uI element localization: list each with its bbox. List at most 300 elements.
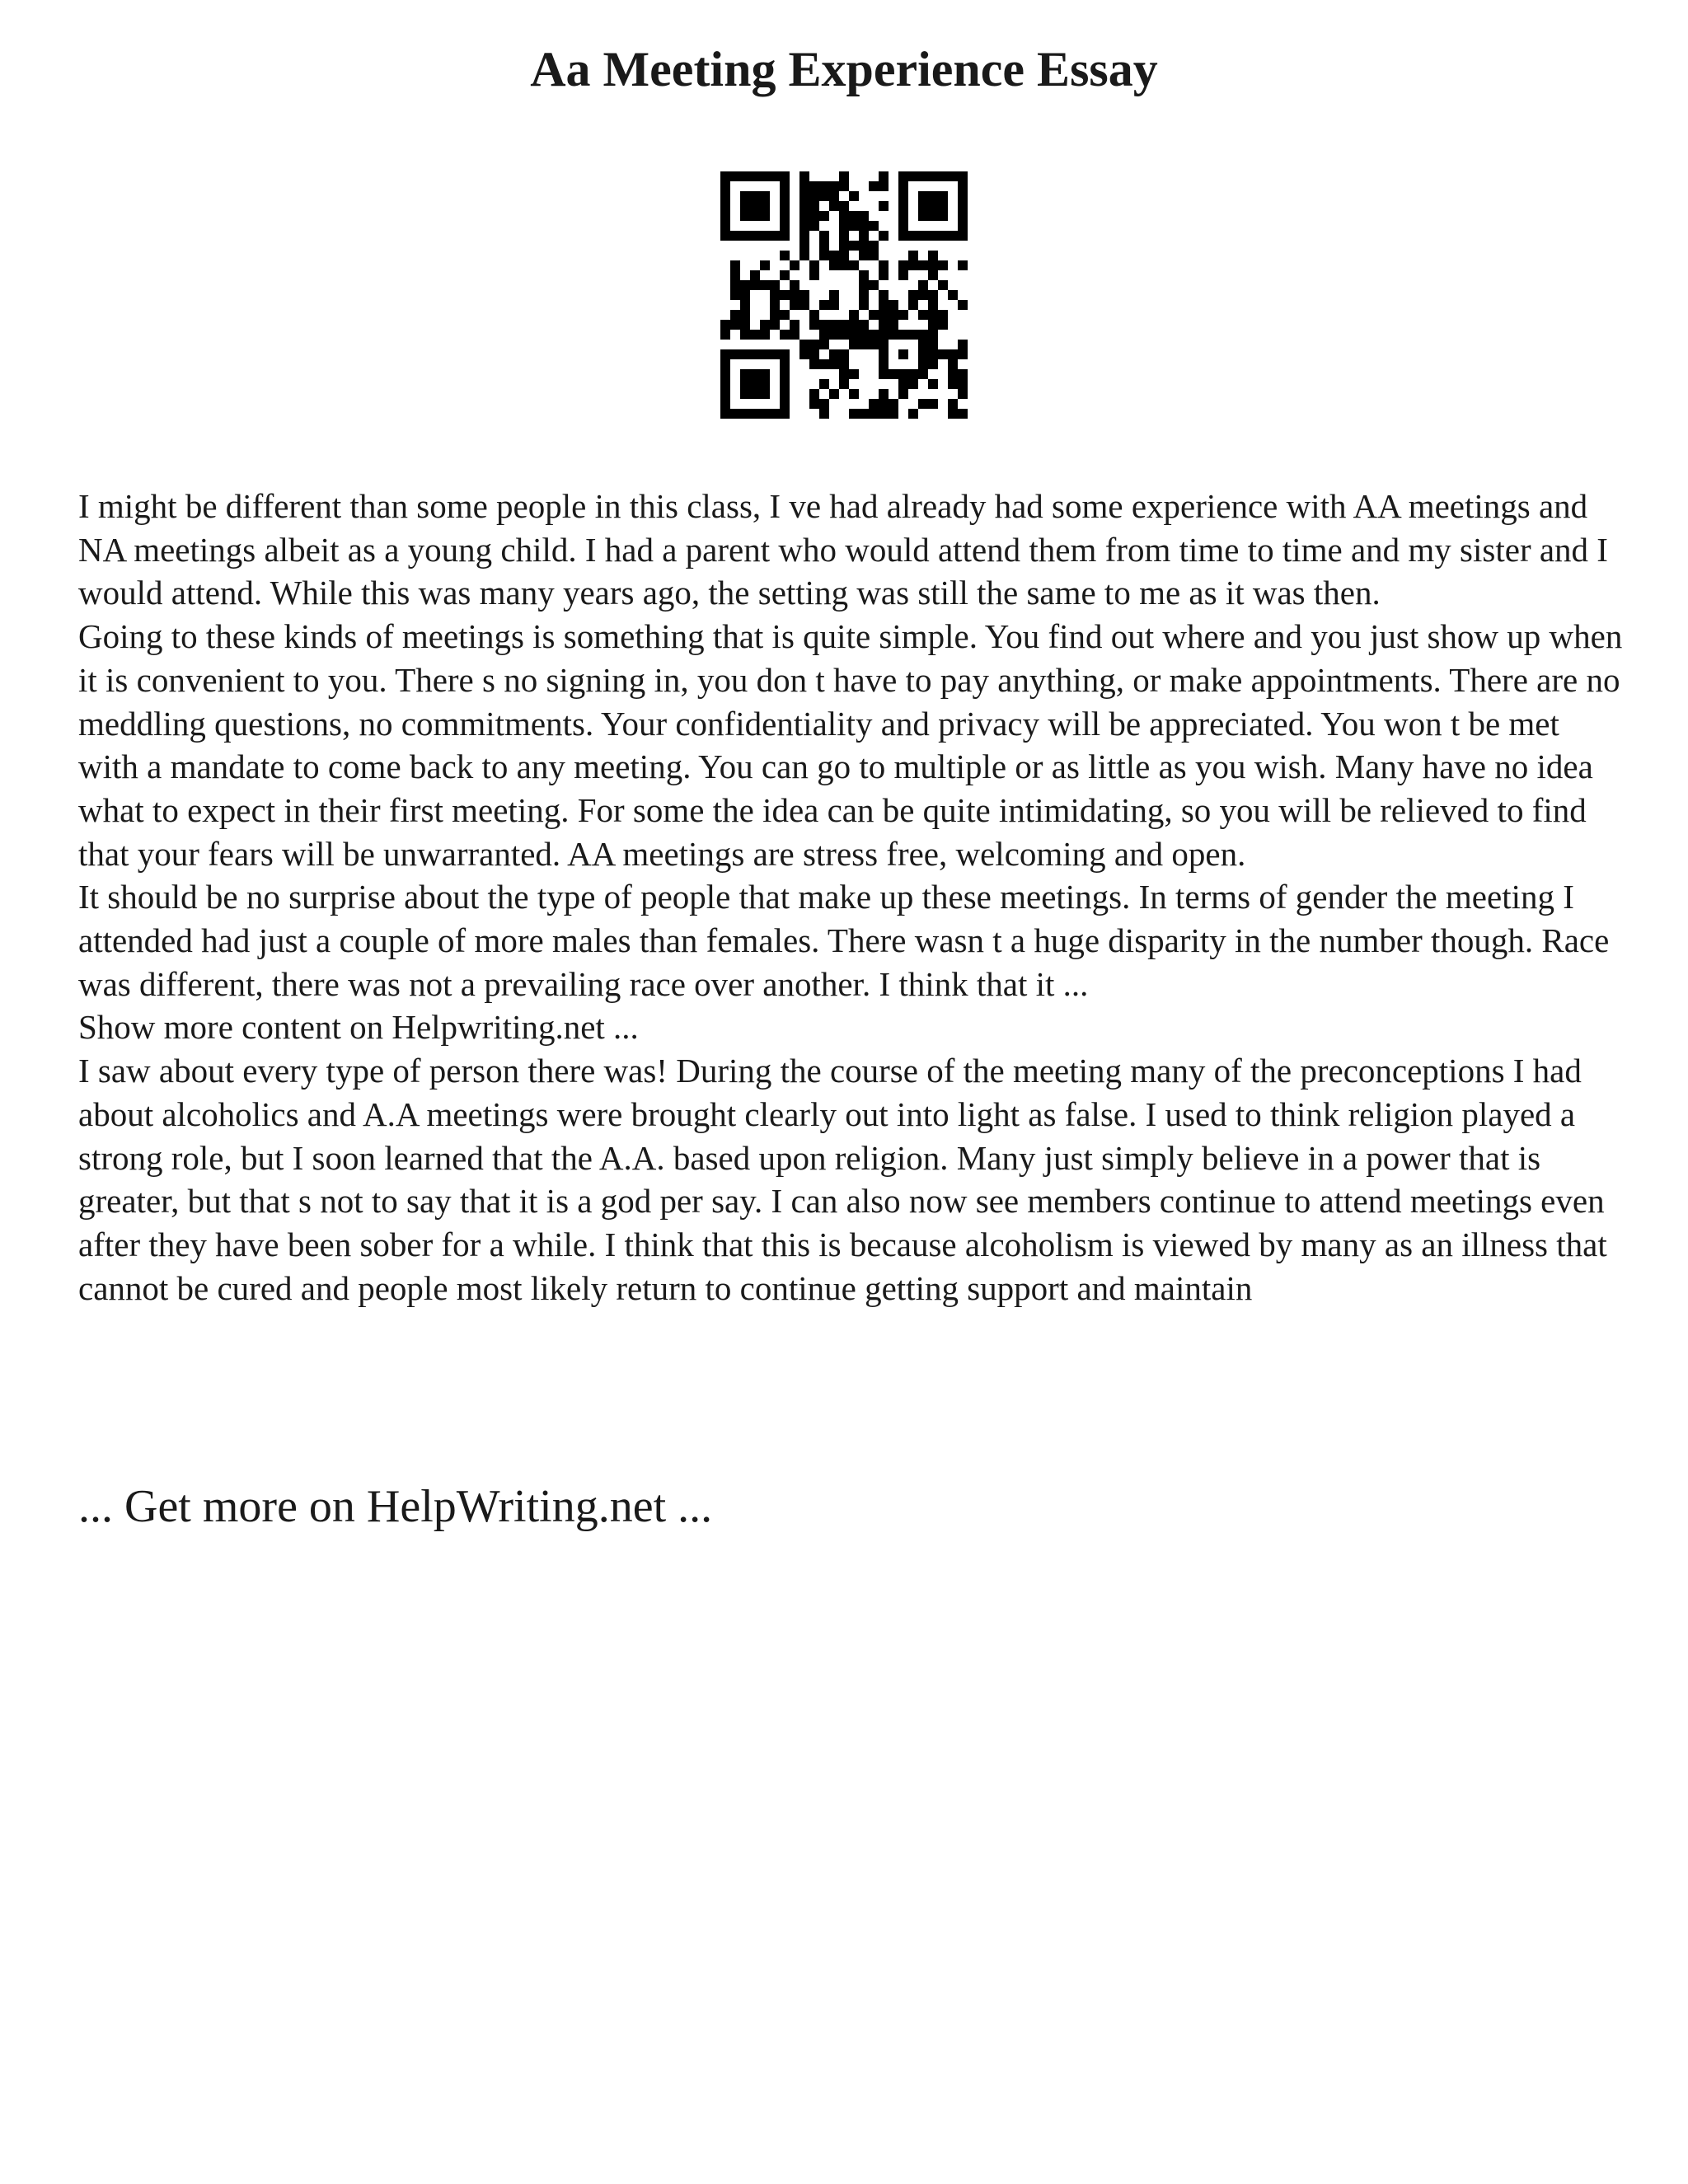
qr-module [918,231,928,241]
qr-module [889,300,898,310]
qr-module [819,330,829,340]
qr-module [889,310,898,320]
qr-module [760,389,770,399]
qr-module [839,251,849,260]
qr-module [730,260,740,270]
qr-module [799,349,809,359]
qr-module [869,340,879,349]
qr-module [780,379,790,389]
qr-module [819,359,829,369]
qr-module [720,320,730,330]
qr-module [720,201,730,211]
qr-module [948,399,958,409]
qr-module [799,221,809,231]
qr-module [799,171,809,181]
qr-module [819,300,829,310]
qr-module [829,181,839,191]
qr-module [869,241,879,251]
qr-module [760,330,770,340]
qr-module [958,369,968,379]
qr-module [908,231,918,241]
qr-module [928,310,938,320]
qr-module [879,310,889,320]
qr-module [839,211,849,221]
qr-module [809,389,819,399]
qr-module [760,280,770,290]
qr-module [780,349,790,359]
qr-module [849,409,859,419]
qr-module [958,231,968,241]
qr-module [879,231,889,241]
qr-module [730,280,740,290]
qr-module [918,310,928,320]
qr-module [799,231,809,241]
qr-module [859,221,869,231]
qr-module [720,369,730,379]
document-title: Aa Meeting Experience Essay [530,42,1158,96]
get-more-link[interactable]: ... Get more on HelpWriting.net ... [78,1481,713,1532]
qr-module [898,231,908,241]
qr-module [799,181,809,191]
qr-module [849,211,859,221]
qr-module [799,340,809,349]
qr-module [750,330,760,340]
qr-module [750,231,760,241]
qr-module [928,211,938,221]
qr-module [869,330,879,340]
qr-module [948,349,958,359]
qr-module [879,260,889,270]
qr-module [740,171,750,181]
qr-module [809,399,819,409]
qr-module [760,191,770,201]
qr-module [898,181,908,191]
qr-module [879,201,889,211]
qr-module [948,359,958,369]
qr-module [730,320,740,330]
qr-module [720,171,730,181]
qr-module [849,191,859,201]
qr-module [898,349,908,359]
qr-module [799,290,809,300]
qr-module [839,201,849,211]
qr-module [908,251,918,260]
qr-module [760,409,770,419]
qr-module [849,369,859,379]
qr-module [928,191,938,201]
qr-module [750,171,760,181]
qr-module [928,320,938,330]
qr-module [799,300,809,310]
qr-module [879,399,889,409]
qr-module [740,231,750,241]
qr-module [760,369,770,379]
qr-module [958,181,968,191]
qr-module [938,171,948,181]
qr-module [898,379,908,389]
qr-module [780,221,790,231]
qr-module [740,379,750,389]
qr-module [730,231,740,241]
qr-module [790,300,799,310]
qr-module [809,201,819,211]
qr-module [819,241,829,251]
qr-module [740,300,750,310]
qr-module [928,231,938,241]
qr-module [948,409,958,419]
qr-module [869,251,879,260]
qr-module [839,260,849,270]
qr-module [730,310,740,320]
qr-module [760,211,770,221]
qr-module [780,211,790,221]
qr-module [809,260,819,270]
qr-module [740,211,750,221]
qr-module [839,330,849,340]
qr-module [839,241,849,251]
qr-module [879,171,889,181]
qr-module [879,300,889,310]
qr-module [829,290,839,300]
qr-module [928,260,938,270]
qr-module [859,330,869,340]
qr-module [908,409,918,419]
qr-code-icon [720,171,968,419]
qr-module [720,349,730,359]
qr-module [750,369,760,379]
qr-module [819,181,829,191]
qr-module [889,320,898,330]
qr-module [938,201,948,211]
qr-module [918,191,928,201]
qr-module [819,320,829,330]
qr-module [730,349,740,359]
qr-module [908,300,918,310]
qr-module [908,379,918,389]
qr-module [770,280,780,290]
qr-module [829,349,839,359]
qr-module [928,251,938,260]
qr-module [928,300,938,310]
qr-module [780,290,790,300]
qr-module [780,270,790,280]
qr-module [908,330,918,340]
qr-module [770,310,780,320]
qr-module [740,330,750,340]
qr-module [780,369,790,379]
qr-module [869,181,879,191]
qr-module [809,221,819,231]
qr-module [938,280,948,290]
qr-module [819,399,829,409]
qr-module [859,270,869,280]
qr-module [740,349,750,359]
qr-module [908,260,918,270]
qr-module [859,211,869,221]
qr-module [879,369,889,379]
qr-module [849,221,859,231]
qr-module [938,211,948,221]
qr-module [898,201,908,211]
qr-module [948,379,958,389]
qr-module [809,340,819,349]
qr-module [740,389,750,399]
qr-module [760,320,770,330]
qr-module [879,290,889,300]
qr-module [918,399,928,409]
qr-module [809,191,819,201]
qr-module [760,171,770,181]
qr-module [879,320,889,330]
show-more-line: Show more content on Helpwriting.net ... [78,1008,639,1047]
qr-module [839,379,849,389]
qr-module [849,389,859,399]
qr-module [780,310,790,320]
qr-module [720,359,730,369]
qr-module [958,349,968,359]
qr-module [720,330,730,340]
qr-module [958,171,968,181]
paragraph-3: It should be no surprise about the type of people that make up these meetings. In terms of gender the meeting I attended had just a couple of more males than females. There wasn t a huge disparity in the number though. Race was different, there was not a prevailing race over another. I think that it ... [78,878,1610,1003]
qr-module [770,300,780,310]
qr-module [780,399,790,409]
qr-module [879,409,889,419]
qr-module [740,280,750,290]
qr-module [938,320,948,330]
qr-module [908,171,918,181]
qr-module [780,330,790,340]
qr-module [879,359,889,369]
qr-module [898,389,908,399]
qr-module [839,359,849,369]
qr-module [859,280,869,290]
qr-module [790,330,799,340]
qr-module [898,211,908,221]
qr-module [918,290,928,300]
qr-module [829,320,839,330]
qr-module [879,181,889,191]
qr-module [780,409,790,419]
qr-module [730,171,740,181]
qr-module [829,260,839,270]
qr-module [760,201,770,211]
qr-module [918,171,928,181]
qr-module [918,349,928,359]
qr-module [869,399,879,409]
qr-module [918,260,928,270]
qr-module [829,251,839,260]
qr-module [720,409,730,419]
qr-module [799,201,809,211]
qr-module [770,231,780,241]
qr-module [898,369,908,379]
qr-module [809,310,819,320]
qr-module [809,181,819,191]
qr-module [958,191,968,201]
qr-module [720,191,730,201]
qr-module [819,409,829,419]
qr-module [730,270,740,280]
qr-module [839,181,849,191]
qr-module [898,221,908,231]
qr-module [740,409,750,419]
qr-module [750,379,760,389]
qr-module [869,409,879,419]
qr-module [849,241,859,251]
qr-module [889,399,898,409]
qr-module [898,330,908,340]
qr-module [730,409,740,419]
qr-module [928,330,938,340]
qr-module [918,340,928,349]
qr-module [750,389,760,399]
qr-module [790,280,799,290]
qr-module [879,270,889,280]
qr-module [740,310,750,320]
qr-module [948,290,958,300]
qr-module [770,171,780,181]
paragraph-4: I saw about every type of person there was! During the course of the meeting many of the preconceptions I had about alcoholics and A.A meetings were brought clearly out into light as false. I used to think religion played a strong role, but I soon learned that the A.A. based upon religion. Many just simply believe in a power that is greater, but that s not to say that it is a god per say. I can also now see members continue to attend meetings even after they have been sober for a while. I think that this is because alcoholism is viewed by many as an illness that cannot be cured and people most likely return to continue getting support and maintain [78,1052,1607,1307]
qr-module [849,320,859,330]
qr-module [898,310,908,320]
qr-module [780,191,790,201]
qr-module [958,221,968,231]
qr-module [908,290,918,300]
qr-module [750,409,760,419]
qr-module [849,330,859,340]
qr-module [859,320,869,330]
qr-module [879,330,889,340]
qr-module [760,260,770,270]
qr-module [918,280,928,290]
qr-module [809,349,819,359]
qr-module [859,241,869,251]
qr-module [889,369,898,379]
qr-module [780,201,790,211]
qr-module [879,389,889,399]
qr-module [938,349,948,359]
qr-module [928,171,938,181]
qr-module [839,231,849,241]
qr-module [958,260,968,270]
qr-module [958,340,968,349]
qr-module [938,260,948,270]
qr-module [958,379,968,389]
qr-module [720,181,730,191]
qr-module [898,191,908,201]
qr-module [750,191,760,201]
qr-module [760,349,770,359]
qr-module [958,409,968,419]
qr-module [799,241,809,251]
qr-module [839,221,849,231]
qr-module [908,369,918,379]
qr-module [720,379,730,389]
qr-module [799,191,809,201]
qr-module [849,260,859,270]
qr-module [859,300,869,310]
qr-module [770,320,780,330]
qr-module [948,171,958,181]
qr-module [859,251,869,260]
qr-module [928,270,938,280]
qr-module [780,251,790,260]
qr-module [928,359,938,369]
qr-module [918,211,928,221]
qr-module [889,409,898,419]
qr-module [869,221,879,231]
essay-body [78,485,1628,1310]
qr-module [809,359,819,369]
qr-module [750,280,760,290]
qr-module [839,349,849,359]
qr-module [918,369,928,379]
qr-module [819,231,829,241]
qr-module [829,359,839,369]
qr-module [869,310,879,320]
qr-module [750,211,760,221]
qr-module [740,201,750,211]
qr-module [928,379,938,389]
qr-module [780,389,790,399]
qr-module [750,349,760,359]
qr-module [720,211,730,221]
qr-module [849,310,859,320]
qr-module [819,340,829,349]
qr-module [780,181,790,191]
qr-module [799,251,809,260]
qr-module [740,290,750,300]
qr-module [730,290,740,300]
qr-module [898,260,908,270]
qr-module [839,320,849,330]
qr-module [819,379,829,389]
qr-module [918,359,928,369]
qr-module [760,231,770,241]
qr-module [839,171,849,181]
qr-module [928,399,938,409]
qr-module [958,300,968,310]
qr-module [790,260,799,270]
qr-module [958,201,968,211]
qr-module [859,290,869,300]
paragraph-1: I might be different than some people in this class, I ve had already had some experience with AA meetings and NA meetings albeit as a young child. I had a parent who would attend them from time to time and my sister and I would attend. While this was many years ago, the setting was still the same to me as it was then. [78,487,1608,612]
qr-module [819,211,829,221]
qr-module [928,349,938,359]
qr-module [958,211,968,221]
qr-module [898,171,908,181]
qr-module [720,389,730,399]
qr-module [829,191,839,201]
qr-module [938,191,948,201]
qr-module [889,330,898,340]
qr-module [770,290,780,300]
qr-module [819,251,829,260]
qr-module [879,340,889,349]
qr-module [928,290,938,300]
qr-module [809,270,819,280]
qr-module [740,369,750,379]
qr-module [780,231,790,241]
qr-module [918,201,928,211]
qr-module [869,280,879,290]
qr-module [809,320,819,330]
qr-module [859,340,869,349]
qr-module [819,191,829,201]
qr-module [780,359,790,369]
qr-module [928,340,938,349]
qr-module [829,330,839,340]
